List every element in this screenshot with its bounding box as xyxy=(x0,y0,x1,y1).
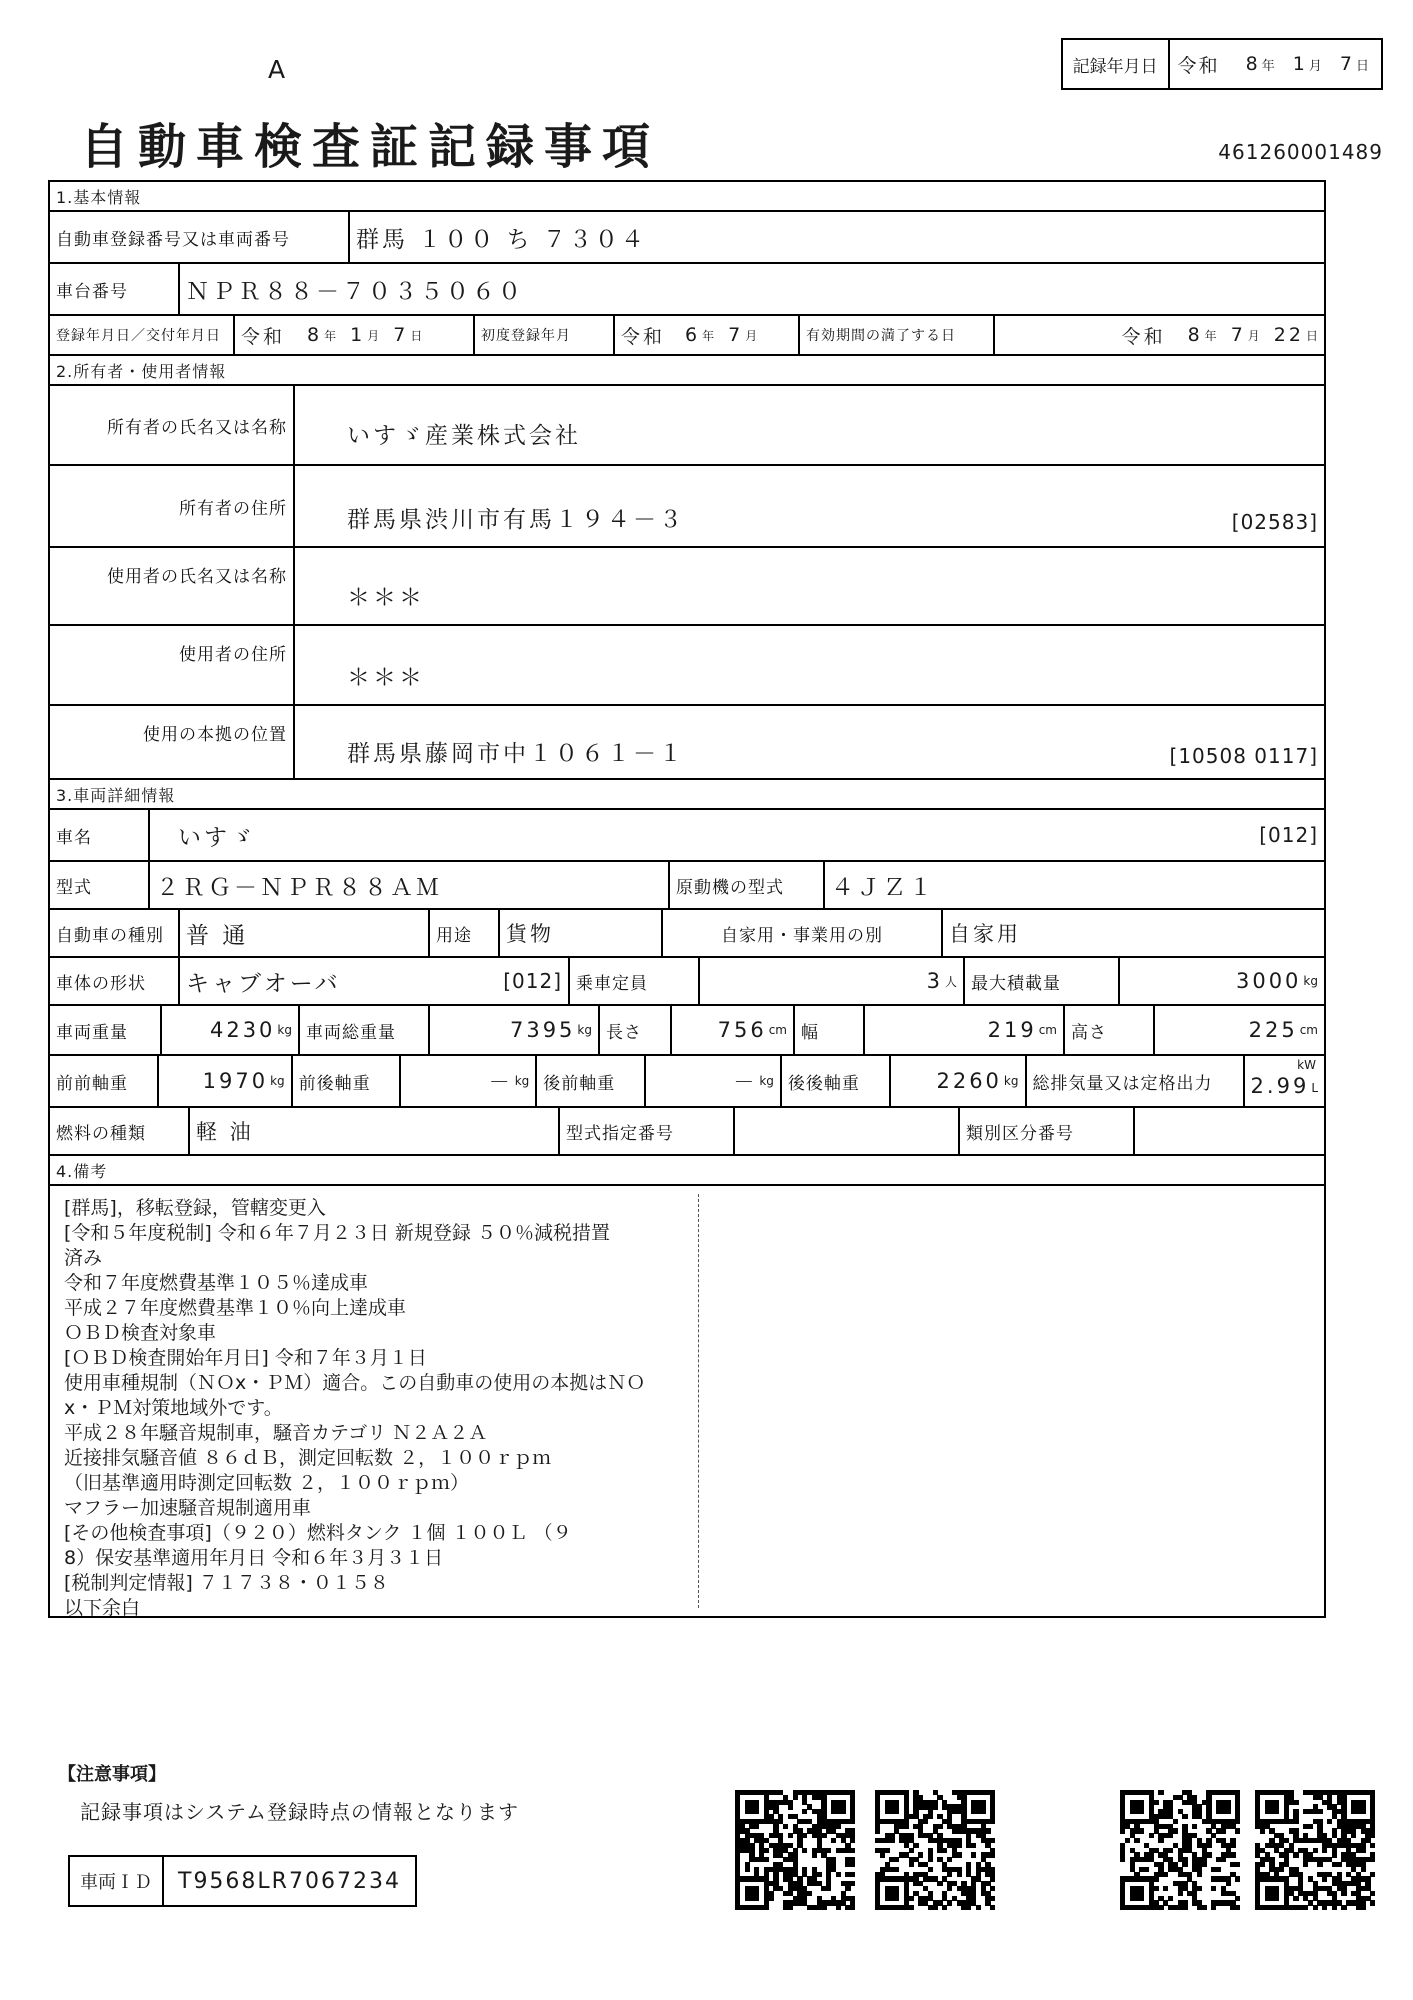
owner-address-value-cell xyxy=(295,466,1324,546)
remarks-line: 以下余白 xyxy=(64,1597,141,1619)
user-address-label-cell xyxy=(50,626,295,704)
record-date-box xyxy=(1061,38,1383,90)
first-registration-month-unit: 月 xyxy=(745,328,758,343)
expiry-value-cell xyxy=(995,316,1324,354)
type-designation-value-cell xyxy=(735,1108,960,1154)
height-value: 225 xyxy=(1248,1018,1298,1042)
owner-address-code: [02583] xyxy=(1231,510,1318,534)
engine-label: 原動機の型式 xyxy=(676,877,784,898)
body-shape-label-cell xyxy=(50,958,180,1004)
axle-rr-value: 2260 xyxy=(936,1069,1002,1093)
expiry-year-unit: 年 xyxy=(1204,328,1217,343)
remarks-line: 平成２８年騒音規制車，騒音カテゴリ Ｎ２Ａ２Ａ xyxy=(64,1422,488,1444)
first-registration-label: 初度登録年月 xyxy=(481,328,571,344)
height-unit: cm xyxy=(1299,1023,1318,1037)
owner-address-row xyxy=(50,466,1324,548)
fuel-row xyxy=(50,1108,1324,1156)
page-title: 自動車検査証記録事項 xyxy=(80,119,661,175)
expiry-year: 8 xyxy=(1187,324,1203,346)
body-shape-code: [012] xyxy=(503,969,562,993)
registration-date-year: 8 xyxy=(307,324,323,346)
length-unit: cm xyxy=(768,1023,787,1037)
car-name-value-cell xyxy=(150,810,1324,860)
car-name-label: 車名 xyxy=(56,827,92,848)
section1-heading-row xyxy=(50,182,1324,212)
displacement-unit-kw: kW xyxy=(1297,1058,1316,1072)
record-date-era: 令和 xyxy=(1177,54,1220,77)
remarks-line: [その他検査事項]（９２０）燃料タンク １個 １００Ｌ （９ xyxy=(64,1522,572,1544)
usage-label-cell xyxy=(430,910,500,956)
model-value-cell xyxy=(150,862,670,908)
car-name-value: いすゞ xyxy=(178,824,256,851)
expiry-day-unit: 日 xyxy=(1305,328,1318,343)
axle-rf-unit: kg xyxy=(759,1074,774,1088)
axle-fr-unit: kg xyxy=(514,1074,530,1088)
section3-heading-row xyxy=(50,780,1324,810)
user-name-row xyxy=(50,548,1324,626)
axle-rr-label: 後後軸重 xyxy=(787,1073,860,1094)
section3-heading-cell xyxy=(50,780,1324,808)
registration-date-era: 令和 xyxy=(241,325,286,348)
weight-dimension-row xyxy=(50,1006,1324,1056)
body-capacity-row xyxy=(50,958,1324,1006)
usage-label: 用途 xyxy=(436,925,472,946)
remarks-line: 済み xyxy=(64,1247,103,1269)
length-label-cell xyxy=(600,1006,672,1054)
height-label: 高さ xyxy=(1071,1022,1107,1043)
remarks-text xyxy=(64,1196,1310,1621)
vehicle-weight-unit: kg xyxy=(277,1023,292,1037)
axle-rf-label: 後前軸重 xyxy=(543,1073,616,1094)
total-weight-value-cell xyxy=(430,1006,600,1054)
chassis-label-cell xyxy=(50,264,180,314)
vehicle-id-value: T9568LR7067234 xyxy=(162,1857,415,1905)
height-value-cell xyxy=(1155,1006,1324,1054)
axle-fr-value: － xyxy=(488,1070,513,1094)
record-date-month-unit: 月 xyxy=(1308,58,1324,74)
axle-rr-unit: kg xyxy=(1003,1074,1019,1088)
axle-rf-value: － xyxy=(733,1070,758,1094)
registration-number-label-cell xyxy=(50,212,350,262)
record-date-day: 7 xyxy=(1339,53,1354,75)
user-address-label: 使用者の住所 xyxy=(179,645,287,665)
section1-heading: 1.基本情報 xyxy=(56,187,142,207)
remarks-line: ＯＢＤ検査対象車 xyxy=(64,1322,217,1344)
vehicle-type-label-cell xyxy=(50,910,180,956)
private-use-value-cell xyxy=(943,910,1324,956)
record-date-year: 8 xyxy=(1245,53,1260,75)
length-label: 長さ xyxy=(606,1022,642,1043)
notice-text: 記録事項はシステム登録時点の情報となります xyxy=(80,1800,519,1824)
owner-name-row xyxy=(50,386,1324,466)
model-row xyxy=(50,862,1324,910)
width-unit: cm xyxy=(1038,1023,1057,1037)
expiry-label-cell xyxy=(800,316,995,354)
max-load-value: 3000 xyxy=(1235,969,1302,993)
width-value: 219 xyxy=(987,1018,1037,1042)
record-date-value xyxy=(1168,40,1381,88)
owner-name-value-cell xyxy=(295,386,1324,464)
capacity-value: 3 xyxy=(926,969,943,993)
remarks-line: [税制判定情報] ７１７３８・０１５８ xyxy=(64,1572,389,1594)
remarks-line: 近接排気騒音値 ８６ｄＢ，測定回転数 ２，１００ｒｐｍ xyxy=(64,1447,552,1469)
axle-fr-label-cell xyxy=(293,1056,402,1106)
axle-ff-unit: kg xyxy=(270,1074,285,1088)
type-designation-label: 型式指定番号 xyxy=(566,1123,674,1144)
fuel-value-cell xyxy=(190,1108,560,1154)
remarks-line: [群馬]，移転登録，管轄変更入 xyxy=(64,1197,326,1219)
remarks-line: x・ＰＭ対策地域外です。 xyxy=(64,1397,283,1419)
base-position-code: [10508 0117] xyxy=(1169,744,1318,768)
max-load-unit: kg xyxy=(1303,974,1318,988)
class-number-label: 類別区分番号 xyxy=(966,1123,1074,1144)
total-weight-label: 車両総重量 xyxy=(306,1022,396,1043)
dates-row xyxy=(50,316,1324,356)
remarks-row xyxy=(50,1186,1324,1619)
remarks-line: 平成２７年度燃費基準１０％向上達成車 xyxy=(64,1297,407,1319)
width-label: 幅 xyxy=(801,1022,819,1043)
expiry-day: 22 xyxy=(1273,324,1304,346)
vehicle-type-label: 自動車の種別 xyxy=(56,925,164,946)
section2-heading: 2.所有者・使用者情報 xyxy=(56,361,227,381)
remarks-line: 令和７年度燃費基準１０５％達成車 xyxy=(64,1272,369,1294)
section4-heading: 4.備考 xyxy=(56,1161,108,1181)
type-usage-row xyxy=(50,910,1324,958)
remarks-line: 8）保安基準適用年月日 令和６年３月３１日 xyxy=(64,1547,444,1569)
owner-address-label: 所有者の住所 xyxy=(179,498,287,519)
chassis-label: 車台番号 xyxy=(56,281,128,302)
capacity-label-cell xyxy=(570,958,700,1004)
axle-rr-label-cell xyxy=(782,1056,891,1106)
axle-ff-label: 前前軸重 xyxy=(56,1073,128,1094)
engine-value-cell xyxy=(825,862,1324,908)
displacement-value-cell xyxy=(1245,1056,1324,1106)
private-use-label-cell xyxy=(663,910,943,956)
remarks-line: [令和５年度税制] 令和６年７月２３日 新規登録 ５０％減税措置 xyxy=(64,1222,610,1244)
user-name-value: ＊＊＊ xyxy=(347,585,425,611)
axle-ff-value: 1970 xyxy=(202,1069,269,1093)
capacity-label: 乗車定員 xyxy=(576,973,648,994)
expiry-era: 令和 xyxy=(1121,325,1166,348)
user-address-row xyxy=(50,626,1324,706)
engine-label-cell xyxy=(670,862,825,908)
section2-heading-row xyxy=(50,356,1324,386)
record-date-day-unit: 日 xyxy=(1355,58,1371,74)
registration-date-month: 1 xyxy=(350,324,366,346)
remarks-line: マフラー加速騒音規制適用車 xyxy=(64,1497,312,1519)
car-name-label-cell xyxy=(50,810,150,860)
base-position-value: 群馬県藤岡市中１０６１－１ xyxy=(347,741,685,767)
registration-number-row xyxy=(50,212,1324,264)
qr-code-4 xyxy=(1255,1790,1375,1910)
qr-code-1 xyxy=(735,1790,855,1910)
registration-date-label: 登録年月日／交付年月日 xyxy=(56,328,221,344)
capacity-value-cell xyxy=(700,958,965,1004)
capacity-unit: 人 xyxy=(944,974,957,989)
registration-number-label: 自動車登録番号又は車両番号 xyxy=(56,229,290,250)
total-weight-unit: kg xyxy=(577,1023,592,1037)
qr-code-2 xyxy=(875,1790,995,1910)
base-position-label: 使用の本拠の位置 xyxy=(143,725,287,745)
usage-value-cell xyxy=(500,910,663,956)
engine-value: ４ＪＺ１ xyxy=(831,874,935,901)
fuel-label: 燃料の種類 xyxy=(56,1123,146,1144)
height-label-cell xyxy=(1065,1006,1155,1054)
axle-rf-label-cell xyxy=(537,1056,646,1106)
registration-date-label-cell xyxy=(50,316,235,354)
body-shape-value: キャブオーバ xyxy=(186,970,341,997)
first-registration-label-cell xyxy=(475,316,615,354)
chassis-value-cell xyxy=(180,264,1324,314)
vehicle-weight-label: 車両重量 xyxy=(56,1022,128,1043)
base-position-row xyxy=(50,706,1324,780)
axle-rr-value-cell xyxy=(891,1056,1027,1106)
usage-value: 貨物 xyxy=(506,922,554,946)
width-value-cell xyxy=(865,1006,1065,1054)
axle-fr-label: 前後軸重 xyxy=(298,1073,371,1094)
class-number-value-cell xyxy=(1135,1108,1324,1154)
fuel-value: 軽 油 xyxy=(196,1120,254,1144)
user-address-value-cell xyxy=(295,626,1324,704)
class-number-label-cell xyxy=(960,1108,1135,1154)
vehicle-type-value-cell xyxy=(180,910,430,956)
registration-date-value-cell xyxy=(235,316,475,354)
section4-heading-row xyxy=(50,1156,1324,1186)
axle-rf-value-cell xyxy=(646,1056,782,1106)
body-shape-value-cell xyxy=(180,958,570,1004)
model-label-cell xyxy=(50,862,150,908)
expiry-label: 有効期間の満了する日 xyxy=(806,328,956,344)
vehicle-weight-value-cell xyxy=(162,1006,300,1054)
length-value: 756 xyxy=(717,1018,767,1042)
document-number: 461260001489 xyxy=(1218,140,1383,164)
body-shape-label: 車体の形状 xyxy=(56,973,146,994)
owner-name-label: 所有者の氏名又は名称 xyxy=(107,417,287,438)
first-registration-month: 7 xyxy=(728,324,744,346)
vehicle-type-value: 普 通 xyxy=(186,922,249,949)
section3-heading: 3.車両詳細情報 xyxy=(56,785,176,805)
remarks-line: 使用車種規制（ＮＯx・ＰＭ）適合。この自動車の使用の本拠はＮＯ xyxy=(64,1372,646,1394)
qr-code-3 xyxy=(1120,1790,1240,1910)
vehicle-id-box xyxy=(68,1855,417,1907)
first-registration-era: 令和 xyxy=(621,325,666,348)
total-weight-label-cell xyxy=(300,1006,430,1054)
axle-weight-row xyxy=(50,1056,1324,1108)
displacement-unit: L xyxy=(1311,1081,1318,1095)
section1-heading-cell xyxy=(50,182,1324,210)
notice-title: 【注意事項】 xyxy=(58,1764,166,1785)
owner-address-label-cell xyxy=(50,466,295,546)
car-name-code: [012] xyxy=(1259,823,1318,847)
vehicle-id-label: 車両ＩＤ xyxy=(80,1872,152,1893)
section4-heading-cell xyxy=(50,1156,1324,1184)
registration-date-month-unit: 月 xyxy=(367,328,380,343)
user-name-label-cell xyxy=(50,548,295,624)
owner-name-label-cell xyxy=(50,386,295,464)
axle-ff-value-cell xyxy=(159,1056,293,1106)
record-date-year-unit: 年 xyxy=(1261,58,1277,74)
owner-address-value: 群馬県渋川市有馬１９４－３ xyxy=(347,507,685,533)
remarks-cell xyxy=(50,1186,1324,1619)
page-mark: A xyxy=(268,55,286,84)
section2-heading-cell xyxy=(50,356,1324,384)
car-name-row xyxy=(50,810,1324,862)
base-position-value-cell xyxy=(295,706,1324,778)
user-name-value-cell xyxy=(295,548,1324,624)
displacement-label: 総排気量又は定格出力 xyxy=(1032,1073,1213,1094)
record-date-label: 記録年月日 xyxy=(1072,56,1158,77)
chassis-row xyxy=(50,264,1324,316)
chassis-value: ＮＰＲ８８－７０３５０６０ xyxy=(186,278,524,305)
owner-name-value: いすゞ産業株式会社 xyxy=(347,423,581,449)
type-designation-label-cell xyxy=(560,1108,735,1154)
first-registration-value-cell xyxy=(615,316,800,354)
base-position-label-cell xyxy=(50,706,295,778)
remarks-divider xyxy=(698,1194,699,1608)
axle-ff-label-cell xyxy=(50,1056,159,1106)
remarks-line: （旧基準適用時測定回転数 ２，１００ｒｐｍ） xyxy=(64,1472,470,1494)
fuel-label-cell xyxy=(50,1108,190,1154)
width-label-cell xyxy=(795,1006,865,1054)
remarks-line: [ＯＢＤ検査開始年月日] 令和７年３月１日 xyxy=(64,1347,427,1369)
vehicle-weight-label-cell xyxy=(50,1006,162,1054)
registration-number-value-cell xyxy=(350,212,1324,262)
private-use-value: 自家用 xyxy=(949,922,1021,946)
axle-fr-value-cell xyxy=(401,1056,537,1106)
model-value: ２ＲＧ－ＮＰＲ８８ＡＭ xyxy=(156,874,442,901)
expiry-month-unit: 月 xyxy=(1247,328,1260,343)
max-load-label: 最大積載量 xyxy=(971,973,1061,994)
registration-date-day: 7 xyxy=(393,324,409,346)
total-weight-value: 7395 xyxy=(509,1018,576,1042)
max-load-label-cell xyxy=(965,958,1120,1004)
registration-date-day-unit: 日 xyxy=(410,328,423,343)
length-value-cell xyxy=(672,1006,795,1054)
user-name-label: 使用者の氏名又は名称 xyxy=(107,567,287,587)
record-date-month: 1 xyxy=(1292,53,1307,75)
first-registration-year-unit: 年 xyxy=(702,328,715,343)
registration-number-value: 群馬 １００ ち ７３０４ xyxy=(356,226,647,253)
vehicle-weight-value: 4230 xyxy=(209,1018,276,1042)
max-load-value-cell xyxy=(1120,958,1324,1004)
expiry-month: 7 xyxy=(1230,324,1246,346)
private-use-label: 自家用・事業用の別 xyxy=(721,925,883,946)
registration-date-year-unit: 年 xyxy=(324,328,337,343)
displacement-label-cell xyxy=(1027,1056,1245,1106)
displacement-value: 2.99 xyxy=(1250,1074,1310,1098)
first-registration-year: 6 xyxy=(685,324,701,346)
model-label: 型式 xyxy=(56,877,92,898)
main-table xyxy=(48,180,1326,1618)
user-address-value: ＊＊＊ xyxy=(347,665,425,691)
